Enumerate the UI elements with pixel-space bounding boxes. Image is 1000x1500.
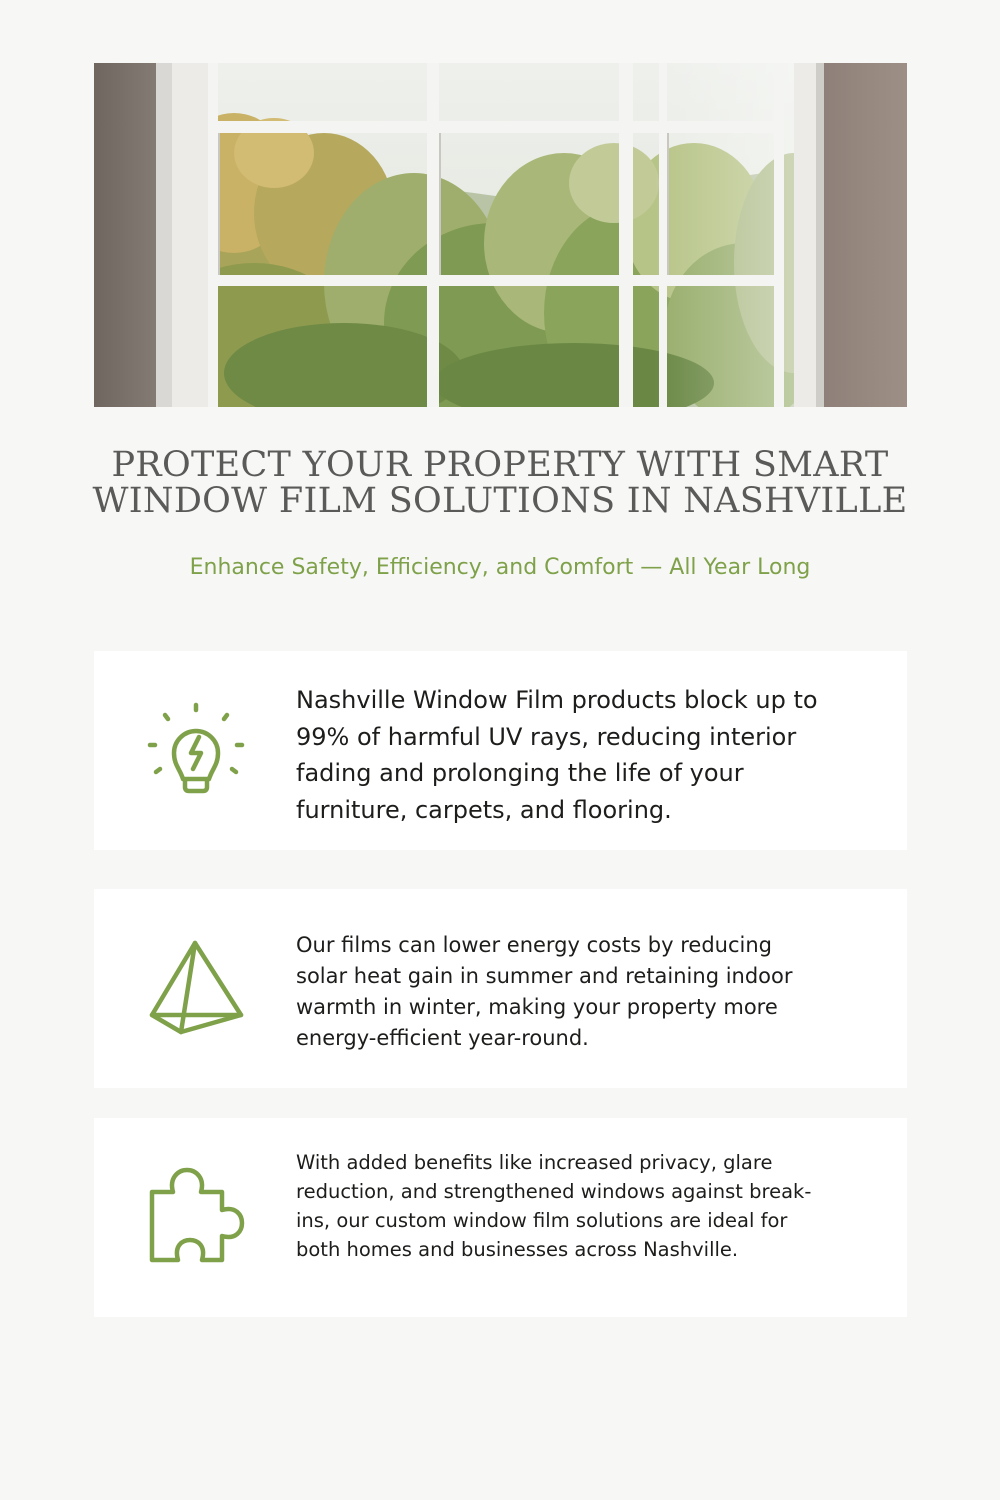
puzzle-piece-icon [144,1166,248,1270]
feature-card-energy-savings [94,889,907,1088]
feature-text-energy-savings: Our films can lower energy costs by reducing solar heat gain in summer and retaining indoor warmth in winter, making your property more energy-efficient year-round. [296,933,793,1050]
hero-image [94,63,907,407]
feature-text-privacy-security: With added benefits like increased privacy, glare reduction, and strengthened windows against break-ins, our custom window film solutions are ideal for both homes and businesses across Nashville. [296,1151,812,1261]
page-title-line-1: PROTECT YOUR PROPERTY WITH SMART [111,445,889,485]
pyramid-icon [144,937,248,1041]
window-with-trees-photo [94,63,907,407]
lightbulb-bolt-icon [144,699,248,803]
feature-card-uv-protection [94,651,907,850]
feature-text-uv-protection: Nashville Window Film products block up to 99% of harmful UV rays, reducing interior fading and prolonging the life of your furniture, carpets, and flooring. [296,686,818,824]
page-subtitle: Enhance Safety, Efficiency, and Comfort — All Year Long [189,555,811,580]
page-title [60,447,940,519]
page-title-line-2: WINDOW FILM SOLUTIONS IN NASHVILLE [92,481,908,521]
feature-card-privacy-security [94,1118,907,1317]
